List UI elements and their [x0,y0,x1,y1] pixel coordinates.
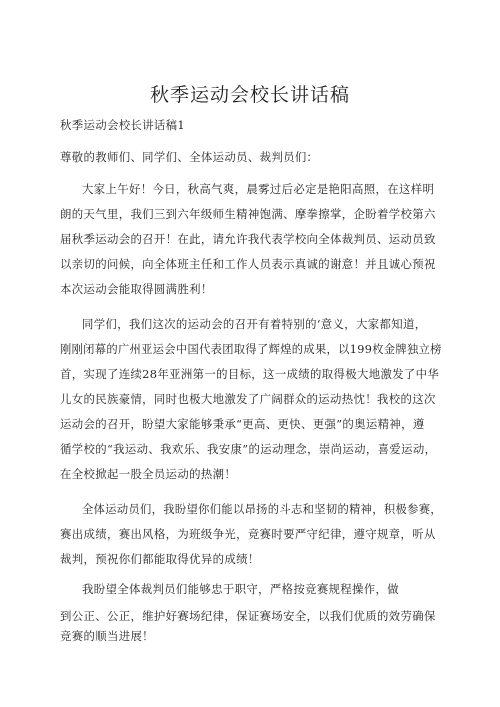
paragraph-4-line-2: 到公正、公正，维护好赛场纪律，保证赛场安全，以我们优质的效劳确保 [60,609,436,623]
paragraph-1-line-4: 以亲切的问候，向全体班主任和工作人员表示真诚的谢意！并且诚心预祝 [60,257,436,271]
paragraph-1-line-3: 届秋季运动会的召开！在此，请允许我代表学校向全体裁判员、运动员致 [60,232,436,246]
paragraph-2-line-5: 运动会的召开，盼望大家能够秉承“更高、更快、更强”的奥运精神，遵 [60,417,425,431]
paragraph-1-line-1: 大家上午好！今日，秋高气爽，晨雾过后必定是艳阳高照，在这样明 [82,182,435,196]
paragraph-3-line-2: 赛出成绩，赛出风格，为班级争光，竞赛时要严守纪律，遵守规章，听从 [60,527,436,541]
paragraph-2-line-2: 刚刚闭幕的广州亚运会中国代表团取得了辉煌的成果，以199枚金牌独立榜 [60,342,442,356]
paragraph-2-line-7: 在全校掀起一股全员运动的热潮！ [60,467,237,481]
paragraph-2-line-6: 循学校的“我运动、我欢乐、我安康”的运动理念，崇尚运动，喜爱运动， [60,442,437,456]
document-subtitle: 秋季运动会校长讲话稿1 [60,118,186,132]
paragraph-2-line-3: 首，实现了连续28年亚洲第一的目标，这一成绩的取得极大地激发了中华 [60,367,440,381]
paragraph-3-line-3: 裁判，预祝你们都能取得优异的成绩！ [60,552,260,566]
paragraph-1-line-2: 朗的天气里，我们三到六年级师生精神饱满、摩拳擦掌，企盼着学校第六 [60,207,436,221]
paragraph-4-line-3: 竞赛的顺当进展！ [60,629,154,643]
paragraph-4-line-1: 我盼望全体裁判员们能够忠于职守，严格按竞赛规程操作，做 [82,582,399,596]
salutation: 尊敬的教师们、同学们、全体运动员、裁判员们： [60,150,319,164]
paragraph-1-line-5: 本次运动会能取得圆满胜利！ [60,282,213,296]
document-title: 秋季运动会校长讲话稿 [149,84,350,106]
paragraph-3-line-1: 全体运动员们，我盼望你们能以昂扬的斗志和坚韧的精神，积极参赛， [82,502,442,516]
paragraph-2-line-1: 同学们，我们这次的运动会的召开有着特别的‘意义，大家都知道， [82,317,427,331]
paragraph-2-line-4: 儿女的民族豪情，同时也极大地激发了广阔群众的运动热忱！我校的这次 [60,392,436,406]
